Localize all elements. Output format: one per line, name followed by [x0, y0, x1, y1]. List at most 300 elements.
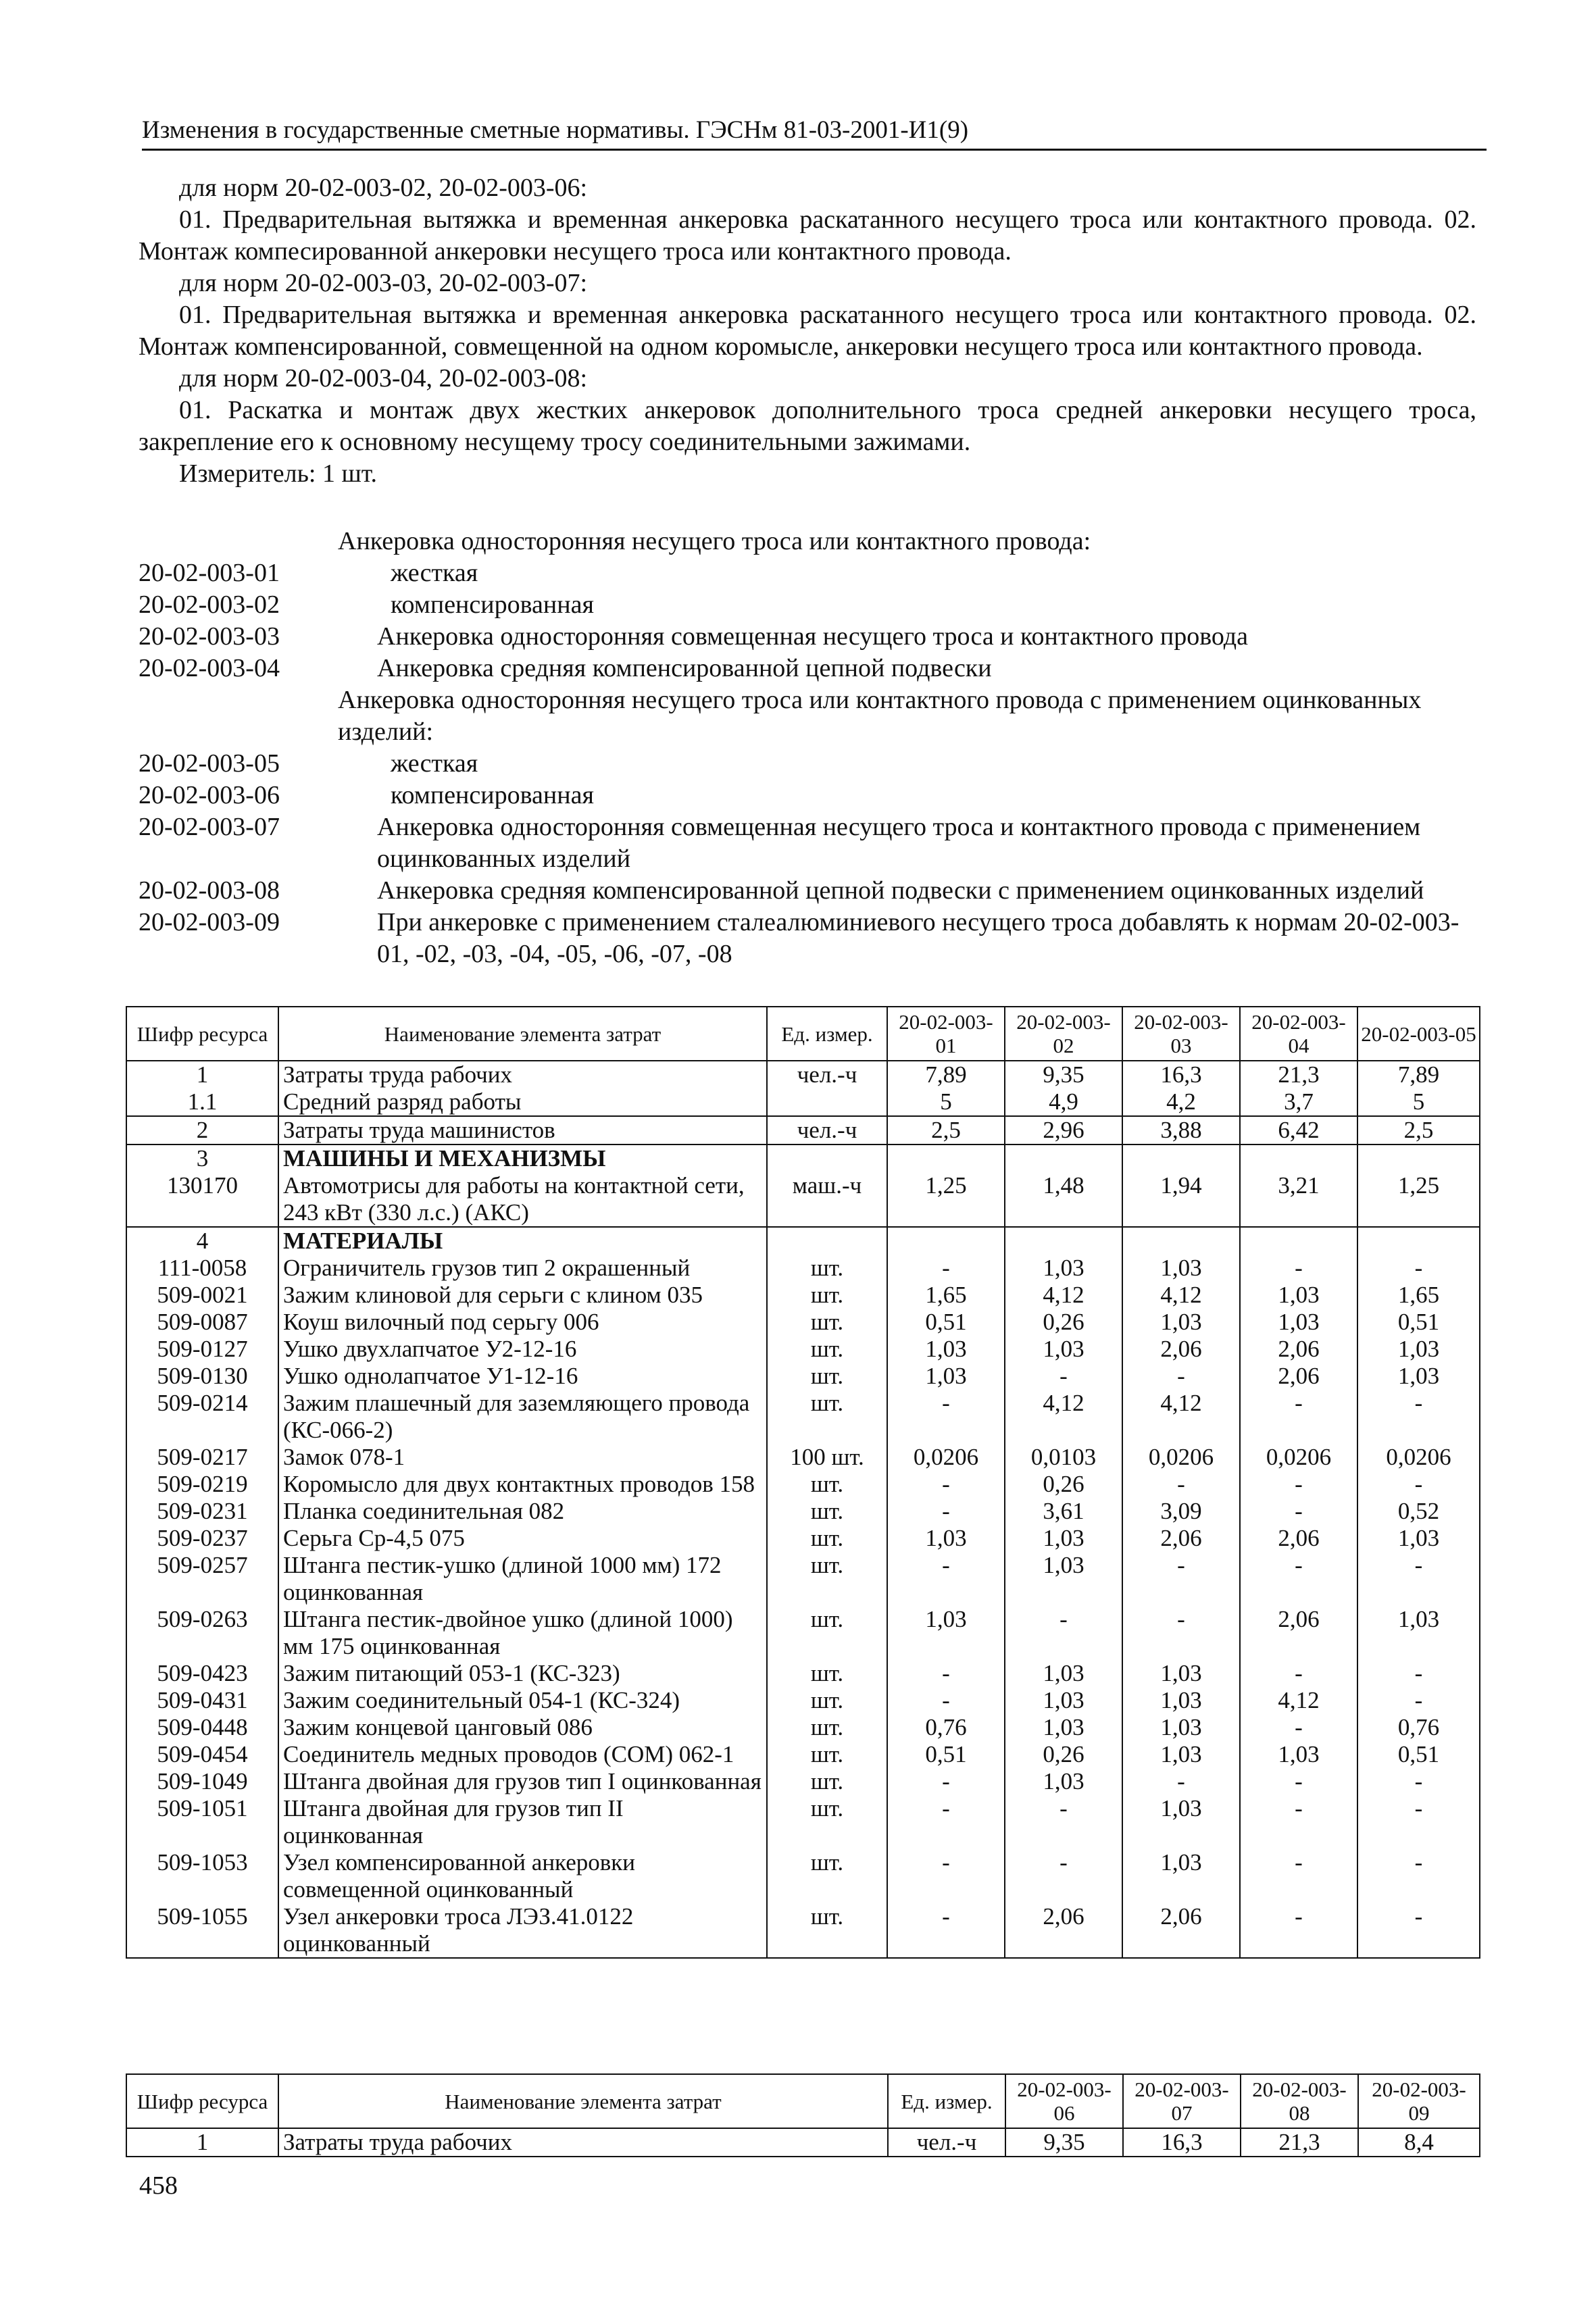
- norm-value: -: [1357, 1768, 1480, 1795]
- unit: шт.: [767, 1741, 887, 1768]
- norm-value: 3,09: [1122, 1498, 1240, 1525]
- norm-value: 1,25: [887, 1172, 1005, 1227]
- norm-value: -: [1240, 1903, 1357, 1958]
- resource-code: 509-0257: [126, 1552, 278, 1606]
- norm-value: [1122, 1145, 1240, 1172]
- norm-value: -: [1240, 1849, 1357, 1903]
- element-name: Автомотрисы для работы на контактной сети, 243 кВт (330 л.с.) (АКС): [278, 1172, 767, 1227]
- norm-value: 0,26: [1005, 1471, 1122, 1498]
- norm-description: жесткая: [391, 559, 478, 587]
- table-row: [126, 1741, 1480, 1768]
- table-row: [126, 1061, 1480, 1088]
- norm-value: -: [887, 1687, 1005, 1714]
- norm-value: 1,03: [1122, 1795, 1240, 1849]
- norm-description: Анкеровка односторонняя совмещенная несущего троса и контактного провода с применением оцинкованных изделий: [377, 813, 1421, 873]
- norm-value: 1,03: [1357, 1336, 1480, 1363]
- norm-value: 4,2: [1122, 1088, 1240, 1116]
- table-row: [126, 1552, 1480, 1606]
- norm-description: жесткая: [391, 749, 478, 778]
- norm-value: 5: [1357, 1088, 1480, 1116]
- norm-value: -: [887, 1390, 1005, 1444]
- norm-value: 1,65: [1357, 1282, 1480, 1309]
- table-row: [126, 1903, 1480, 1958]
- norm-value: 2,5: [887, 1116, 1005, 1145]
- element-name: Затраты труда рабочих: [278, 1061, 767, 1088]
- norm-item: [139, 684, 1476, 748]
- resource-code: 509-0127: [126, 1336, 278, 1363]
- resource-code: 509-0130: [126, 1363, 278, 1390]
- norm-value: 0,76: [1357, 1714, 1480, 1741]
- norm-value: 1,03: [1005, 1552, 1122, 1606]
- norm-value: 16,3: [1122, 1061, 1240, 1088]
- resource-code: 509-0423: [126, 1660, 278, 1687]
- norm-value: 16,3: [1123, 2128, 1241, 2157]
- norm-value: 1,03: [1357, 1606, 1480, 1660]
- norm-value: [887, 1227, 1005, 1255]
- norm-item: [139, 621, 1476, 653]
- norm-value: 1,03: [1122, 1309, 1240, 1336]
- resource-code: 1: [126, 1061, 278, 1088]
- norm-value: -: [1240, 1714, 1357, 1741]
- element-name: Узел анкеровки троса ЛЭЗ.41.0122 оцинкованный: [278, 1903, 767, 1958]
- norm-value: [1240, 1145, 1357, 1172]
- unit: шт.: [767, 1390, 887, 1444]
- norm-value: 9,35: [1005, 1061, 1122, 1088]
- column-header: 20-02-003-06: [1005, 2074, 1123, 2128]
- norm-value: 0,0206: [1240, 1444, 1357, 1471]
- norm-value: 2,96: [1005, 1116, 1122, 1145]
- unit: чел.-ч: [888, 2128, 1005, 2157]
- norm-value: 2,06: [1240, 1336, 1357, 1363]
- norm-value: 2,06: [1122, 1336, 1240, 1363]
- resource-code: 509-0231: [126, 1498, 278, 1525]
- norm-value: 0,0206: [1122, 1444, 1240, 1471]
- element-name: Зажим плашечный для заземляющего провода (КС-066-2): [278, 1390, 767, 1444]
- column-header: Шифр ресурса: [126, 2074, 278, 2128]
- unit: шт.: [767, 1903, 887, 1958]
- norm-value: 0,76: [887, 1714, 1005, 1741]
- norm-description: Анкеровка односторонняя совмещенная несущего троса и контактного провода: [377, 622, 1248, 651]
- resource-code: 4: [126, 1227, 278, 1255]
- element-name: Серьга Ср-4,5 075: [278, 1525, 767, 1552]
- unit: шт.: [767, 1498, 887, 1525]
- intro-paragraph: 01. Предварительная вытяжка и временная анкеровка раскатанного несущего троса или контактного провода. 02. Монтаж компенсированной, совмещенной на одном коромысле, анкеровки несущего троса или контактного провода.: [139, 301, 1476, 361]
- table-row: [126, 1116, 1480, 1145]
- table-row: [126, 1227, 1480, 1255]
- norm-code: 20-02-003-01: [139, 559, 280, 587]
- norm-value: 1,03: [1005, 1255, 1122, 1282]
- norm-value: -: [1005, 1849, 1122, 1903]
- column-header: Наименование элемента затрат: [278, 2074, 888, 2128]
- norm-value: 9,35: [1005, 2128, 1123, 2157]
- norm-value: -: [887, 1471, 1005, 1498]
- table-row: [126, 1714, 1480, 1741]
- norm-value: 0,51: [887, 1741, 1005, 1768]
- norm-code: 20-02-003-06: [139, 781, 280, 809]
- norm-value: -: [887, 1768, 1005, 1795]
- norm-value: 1,03: [1122, 1660, 1240, 1687]
- resource-code: 130170: [126, 1172, 278, 1227]
- resource-code: 509-0448: [126, 1714, 278, 1741]
- column-header: 20-02-003-02: [1005, 1007, 1122, 1061]
- norm-value: -: [1240, 1255, 1357, 1282]
- resource-code: 509-0087: [126, 1309, 278, 1336]
- resource-code: 509-1053: [126, 1849, 278, 1903]
- norm-value: 2,06: [1240, 1606, 1357, 1660]
- element-name: Зажим клиновой для серьги с клином 035: [278, 1282, 767, 1309]
- resources-table-1: [126, 1006, 1480, 1959]
- norm-item: [139, 526, 1476, 557]
- norm-item: [139, 907, 1476, 970]
- unit: шт.: [767, 1282, 887, 1309]
- norm-value: 1,03: [887, 1525, 1005, 1552]
- table-row: [126, 1660, 1480, 1687]
- unit: [767, 1088, 887, 1116]
- unit: шт.: [767, 1606, 887, 1660]
- table-row: [126, 1525, 1480, 1552]
- norm-value: 21,3: [1241, 2128, 1358, 2157]
- unit: шт.: [767, 1363, 887, 1390]
- norm-item: [139, 589, 1476, 621]
- norm-value: 1,03: [887, 1336, 1005, 1363]
- table-row: [126, 1795, 1480, 1849]
- norm-value: -: [1122, 1363, 1240, 1390]
- norm-value: 1,03: [1122, 1255, 1240, 1282]
- norm-value: 2,06: [1005, 1903, 1122, 1958]
- norm-value: -: [1005, 1606, 1122, 1660]
- norm-value: -: [1122, 1768, 1240, 1795]
- norm-value: 2,5: [1357, 1116, 1480, 1145]
- norm-value: -: [1357, 1849, 1480, 1903]
- norm-value: 8,4: [1358, 2128, 1480, 2157]
- norm-value: -: [887, 1660, 1005, 1687]
- norm-value: 3,88: [1122, 1116, 1240, 1145]
- norm-description: Анкеровка средняя компенсированной цепной подвески: [377, 654, 992, 682]
- element-name: Планка соединительная 082: [278, 1498, 767, 1525]
- element-name: Затраты труда машинистов: [278, 1116, 767, 1145]
- norm-value: -: [887, 1255, 1005, 1282]
- element-name: Затраты труда рабочих: [278, 2128, 888, 2157]
- norm-value: [1240, 1227, 1357, 1255]
- element-name: Штанга пестик-двойное ушко (длиной 1000) мм 175 оцинкованная: [278, 1606, 767, 1660]
- norm-description: При анкеровке с применением сталеалюминиевого несущего троса добавлять к нормам 20-02-003-01, -02, -03, -04, -05, -06, -07, -08: [377, 908, 1460, 968]
- norm-value: 0,51: [1357, 1309, 1480, 1336]
- unit: шт.: [767, 1795, 887, 1849]
- table-row: [126, 1363, 1480, 1390]
- intro-paragraph: для норм 20-02-003-02, 20-02-003-06:: [179, 174, 588, 202]
- norm-value: 0,26: [1005, 1741, 1122, 1768]
- table-row: [126, 1687, 1480, 1714]
- norm-value: [1357, 1145, 1480, 1172]
- norm-value: 1,03: [887, 1606, 1005, 1660]
- unit: шт.: [767, 1687, 887, 1714]
- resource-code: 509-0217: [126, 1444, 278, 1471]
- resource-code: 509-0021: [126, 1282, 278, 1309]
- norm-value: -: [1357, 1660, 1480, 1687]
- norm-value: 0,0103: [1005, 1444, 1122, 1471]
- norm-value: 7,89: [1357, 1061, 1480, 1088]
- norm-value: 2,06: [1240, 1525, 1357, 1552]
- norm-value: -: [1357, 1795, 1480, 1849]
- element-name: Ушко однолапчатое У1-12-16: [278, 1363, 767, 1390]
- table-row: [126, 1390, 1480, 1444]
- element-name: Средний разряд работы: [278, 1088, 767, 1116]
- norm-value: 1,03: [1122, 1687, 1240, 1714]
- resource-code: 509-0237: [126, 1525, 278, 1552]
- resource-code: 509-1049: [126, 1768, 278, 1795]
- resource-code: 1: [126, 2128, 278, 2157]
- norm-description: Анкеровка средняя компенсированной цепной подвески с применением оцинкованных изделий: [377, 876, 1424, 905]
- norm-value: 1,03: [1005, 1687, 1122, 1714]
- resource-code: 509-0219: [126, 1471, 278, 1498]
- norm-value: 0,52: [1357, 1498, 1480, 1525]
- table-row: [126, 1471, 1480, 1498]
- page-number: 458: [139, 2171, 178, 2200]
- resource-code: 509-1051: [126, 1795, 278, 1849]
- resource-code: 509-0454: [126, 1741, 278, 1768]
- norm-value: 1,03: [1005, 1336, 1122, 1363]
- norm-item: [139, 811, 1476, 875]
- unit: шт.: [767, 1849, 887, 1903]
- norm-value: -: [1357, 1903, 1480, 1958]
- norm-item: [139, 557, 1476, 589]
- table-row: [126, 1088, 1480, 1116]
- table-row: [126, 1444, 1480, 1471]
- norm-value: 6,42: [1240, 1116, 1357, 1145]
- table-row: [126, 1606, 1480, 1660]
- norm-value: -: [1005, 1795, 1122, 1849]
- element-name: МАШИНЫ И МЕХАНИЗМЫ: [278, 1145, 767, 1172]
- resource-code: 509-0214: [126, 1390, 278, 1444]
- norm-item: [139, 653, 1476, 684]
- norm-value: -: [1357, 1687, 1480, 1714]
- norm-value: 4,12: [1005, 1390, 1122, 1444]
- norm-code: 20-02-003-09: [139, 908, 280, 936]
- norm-value: [1122, 1227, 1240, 1255]
- unit: маш.-ч: [767, 1172, 887, 1227]
- resource-code: 509-0263: [126, 1606, 278, 1660]
- norm-value: -: [1240, 1390, 1357, 1444]
- unit: чел.-ч: [767, 1116, 887, 1145]
- unit: шт.: [767, 1660, 887, 1687]
- norm-value: 4,12: [1122, 1282, 1240, 1309]
- unit: шт.: [767, 1525, 887, 1552]
- norm-code: 20-02-003-04: [139, 654, 280, 682]
- norm-value: -: [1240, 1795, 1357, 1849]
- table-row: [126, 1498, 1480, 1525]
- norm-value: [1005, 1145, 1122, 1172]
- norm-value: -: [1357, 1390, 1480, 1444]
- column-header: Ед. измер.: [767, 1007, 887, 1061]
- norm-group-title: Анкеровка односторонняя несущего троса или контактного провода с применением оцинкованных изделий:: [338, 686, 1422, 746]
- column-header: Наименование элемента затрат: [278, 1007, 767, 1061]
- element-name: Штанга двойная для грузов тип II оцинкованная: [278, 1795, 767, 1849]
- resource-code: 509-1055: [126, 1903, 278, 1958]
- table-row: [126, 1849, 1480, 1903]
- element-name: Зажим соединительный 054-1 (КС-324): [278, 1687, 767, 1714]
- norm-value: -: [887, 1498, 1005, 1525]
- norm-value: [1005, 1227, 1122, 1255]
- norm-value: -: [1240, 1660, 1357, 1687]
- norm-description: компенсированная: [391, 781, 594, 809]
- column-header: 20-02-003-05: [1357, 1007, 1480, 1061]
- norm-value: 3,21: [1240, 1172, 1357, 1227]
- resource-code: 2: [126, 1116, 278, 1145]
- resource-code: 509-0431: [126, 1687, 278, 1714]
- norm-item: [139, 875, 1476, 907]
- table-row: [126, 1309, 1480, 1336]
- norm-value: 0,51: [1357, 1741, 1480, 1768]
- norm-value: 3,7: [1240, 1088, 1357, 1116]
- norm-value: 4,9: [1005, 1088, 1122, 1116]
- norm-value: 2,06: [1122, 1525, 1240, 1552]
- table-row: [126, 2128, 1480, 2157]
- norm-value: 1,48: [1005, 1172, 1122, 1227]
- norm-value: 4,12: [1005, 1282, 1122, 1309]
- norm-value: 1,03: [1005, 1714, 1122, 1741]
- norm-value: 1,03: [1240, 1282, 1357, 1309]
- column-header: 20-02-003-07: [1123, 2074, 1241, 2128]
- element-name: Штанга пестик-ушко (длиной 1000 мм) 172 оцинкованная: [278, 1552, 767, 1606]
- norm-item: [139, 780, 1476, 811]
- norm-value: 1,25: [1357, 1172, 1480, 1227]
- unit: шт.: [767, 1309, 887, 1336]
- norm-value: 1,94: [1122, 1172, 1240, 1227]
- table-row: [126, 1172, 1480, 1227]
- unit: чел.-ч: [767, 1061, 887, 1088]
- norm-value: 21,3: [1240, 1061, 1357, 1088]
- norm-value: -: [1357, 1552, 1480, 1606]
- element-name: Ушко двухлапчатое У2-12-16: [278, 1336, 767, 1363]
- column-header: 20-02-003-08: [1241, 2074, 1358, 2128]
- unit: шт.: [767, 1768, 887, 1795]
- norm-value: 0,26: [1005, 1309, 1122, 1336]
- norm-value: [1357, 1227, 1480, 1255]
- norm-value: -: [1357, 1471, 1480, 1498]
- column-header: 20-02-003-01: [887, 1007, 1005, 1061]
- unit: шт.: [767, 1336, 887, 1363]
- element-name: Узел компенсированной анкеровки совмещенной оцинкованный: [278, 1849, 767, 1903]
- resources-table-2: [126, 2073, 1480, 2157]
- norm-value: -: [1357, 1255, 1480, 1282]
- norm-code: 20-02-003-03: [139, 622, 280, 651]
- norm-code: 20-02-003-02: [139, 590, 280, 619]
- norm-value: 1,03: [1357, 1363, 1480, 1390]
- norm-value: 2,06: [1122, 1903, 1240, 1958]
- element-name: Замок 078-1: [278, 1444, 767, 1471]
- norm-value: 0,0206: [1357, 1444, 1480, 1471]
- norm-value: 1,03: [1122, 1714, 1240, 1741]
- norm-value: 7,89: [887, 1061, 1005, 1088]
- element-name: Ограничитель грузов тип 2 окрашенный: [278, 1255, 767, 1282]
- norm-value: 1,03: [1240, 1741, 1357, 1768]
- column-header: 20-02-003-03: [1122, 1007, 1240, 1061]
- resource-code: 3: [126, 1145, 278, 1172]
- norm-value: 2,06: [1240, 1363, 1357, 1390]
- norm-value: 1,03: [1005, 1525, 1122, 1552]
- norm-value: 5: [887, 1088, 1005, 1116]
- unit: шт.: [767, 1471, 887, 1498]
- resource-code: 1.1: [126, 1088, 278, 1116]
- element-name: Штанга двойная для грузов тип I оцинкованная: [278, 1768, 767, 1795]
- column-header: Шифр ресурса: [126, 1007, 278, 1061]
- norms-list: [139, 526, 1476, 970]
- unit: шт.: [767, 1255, 887, 1282]
- norm-item: [139, 748, 1476, 780]
- norm-value: 1,03: [1005, 1660, 1122, 1687]
- table-row: [126, 1768, 1480, 1795]
- column-header: 20-02-003-04: [1240, 1007, 1357, 1061]
- table-row: [126, 1282, 1480, 1309]
- intro-text: [139, 172, 1476, 490]
- column-header: Ед. измер.: [888, 2074, 1005, 2128]
- norm-value: 4,12: [1240, 1687, 1357, 1714]
- element-name: Соединитель медных проводов (СОМ) 062-1: [278, 1741, 767, 1768]
- norm-value: [887, 1145, 1005, 1172]
- norm-value: 3,61: [1005, 1498, 1122, 1525]
- norm-value: 1,03: [887, 1363, 1005, 1390]
- norm-group-title: Анкеровка односторонняя несущего троса или контактного провода:: [338, 527, 1091, 555]
- norm-value: 1,65: [887, 1282, 1005, 1309]
- norm-value: -: [1240, 1552, 1357, 1606]
- norm-value: -: [1122, 1471, 1240, 1498]
- intro-paragraph: 01. Предварительная вытяжка и временная анкеровка раскатанного несущего троса или контактного провода. 02. Монтаж компесированной анкеровки несущего троса или контактного провода.: [139, 205, 1476, 266]
- intro-paragraph: для норм 20-02-003-03, 20-02-003-07:: [179, 269, 588, 297]
- table-row: [126, 1336, 1480, 1363]
- unit: 100 шт.: [767, 1444, 887, 1471]
- norm-value: -: [887, 1903, 1005, 1958]
- element-name: Зажим концевой цанговый 086: [278, 1714, 767, 1741]
- element-name: Коромысло для двух контактных проводов 158: [278, 1471, 767, 1498]
- norm-value: 1,03: [1005, 1768, 1122, 1795]
- unit: шт.: [767, 1714, 887, 1741]
- resource-code: 111-0058: [126, 1255, 278, 1282]
- element-name: МАТЕРИАЛЫ: [278, 1227, 767, 1255]
- norm-code: 20-02-003-07: [139, 813, 280, 841]
- norm-value: -: [1122, 1606, 1240, 1660]
- norm-value: 4,12: [1122, 1390, 1240, 1444]
- intro-paragraph: 01. Раскатка и монтаж двух жестких анкеровок дополнительного троса средней анкеровки несущего троса, закрепление его к основному несущему тросу соединительными зажимами.: [139, 396, 1476, 456]
- norm-value: 1,03: [1240, 1309, 1357, 1336]
- norm-value: -: [1240, 1471, 1357, 1498]
- norm-value: 1,03: [1122, 1849, 1240, 1903]
- running-header: Изменения в государственные сметные нормативы. ГЭСНм 81-03-2001-И1(9): [142, 116, 1487, 151]
- norm-value: -: [887, 1849, 1005, 1903]
- norm-value: 1,03: [1122, 1741, 1240, 1768]
- norm-description: компенсированная: [391, 590, 594, 619]
- unit: шт.: [767, 1552, 887, 1606]
- element-name: Зажим питающий 053-1 (КС-323): [278, 1660, 767, 1687]
- unit: [767, 1227, 887, 1255]
- norm-code: 20-02-003-08: [139, 876, 280, 905]
- table-row: [126, 1255, 1480, 1282]
- norm-value: 0,51: [887, 1309, 1005, 1336]
- table-row: [126, 1145, 1480, 1172]
- element-name: Коуш вилочный под серьгу 006: [278, 1309, 767, 1336]
- column-header: 20-02-003-09: [1358, 2074, 1480, 2128]
- norm-value: -: [887, 1795, 1005, 1849]
- unit: [767, 1145, 887, 1172]
- intro-paragraph: для норм 20-02-003-04, 20-02-003-08:: [179, 364, 588, 393]
- norm-value: -: [1005, 1363, 1122, 1390]
- norm-value: 0,0206: [887, 1444, 1005, 1471]
- norm-code: 20-02-003-05: [139, 749, 280, 778]
- norm-value: -: [887, 1552, 1005, 1606]
- norm-value: -: [1240, 1498, 1357, 1525]
- intro-paragraph: Измеритель: 1 шт.: [179, 459, 377, 488]
- norm-value: 1,03: [1357, 1525, 1480, 1552]
- norm-value: -: [1240, 1768, 1357, 1795]
